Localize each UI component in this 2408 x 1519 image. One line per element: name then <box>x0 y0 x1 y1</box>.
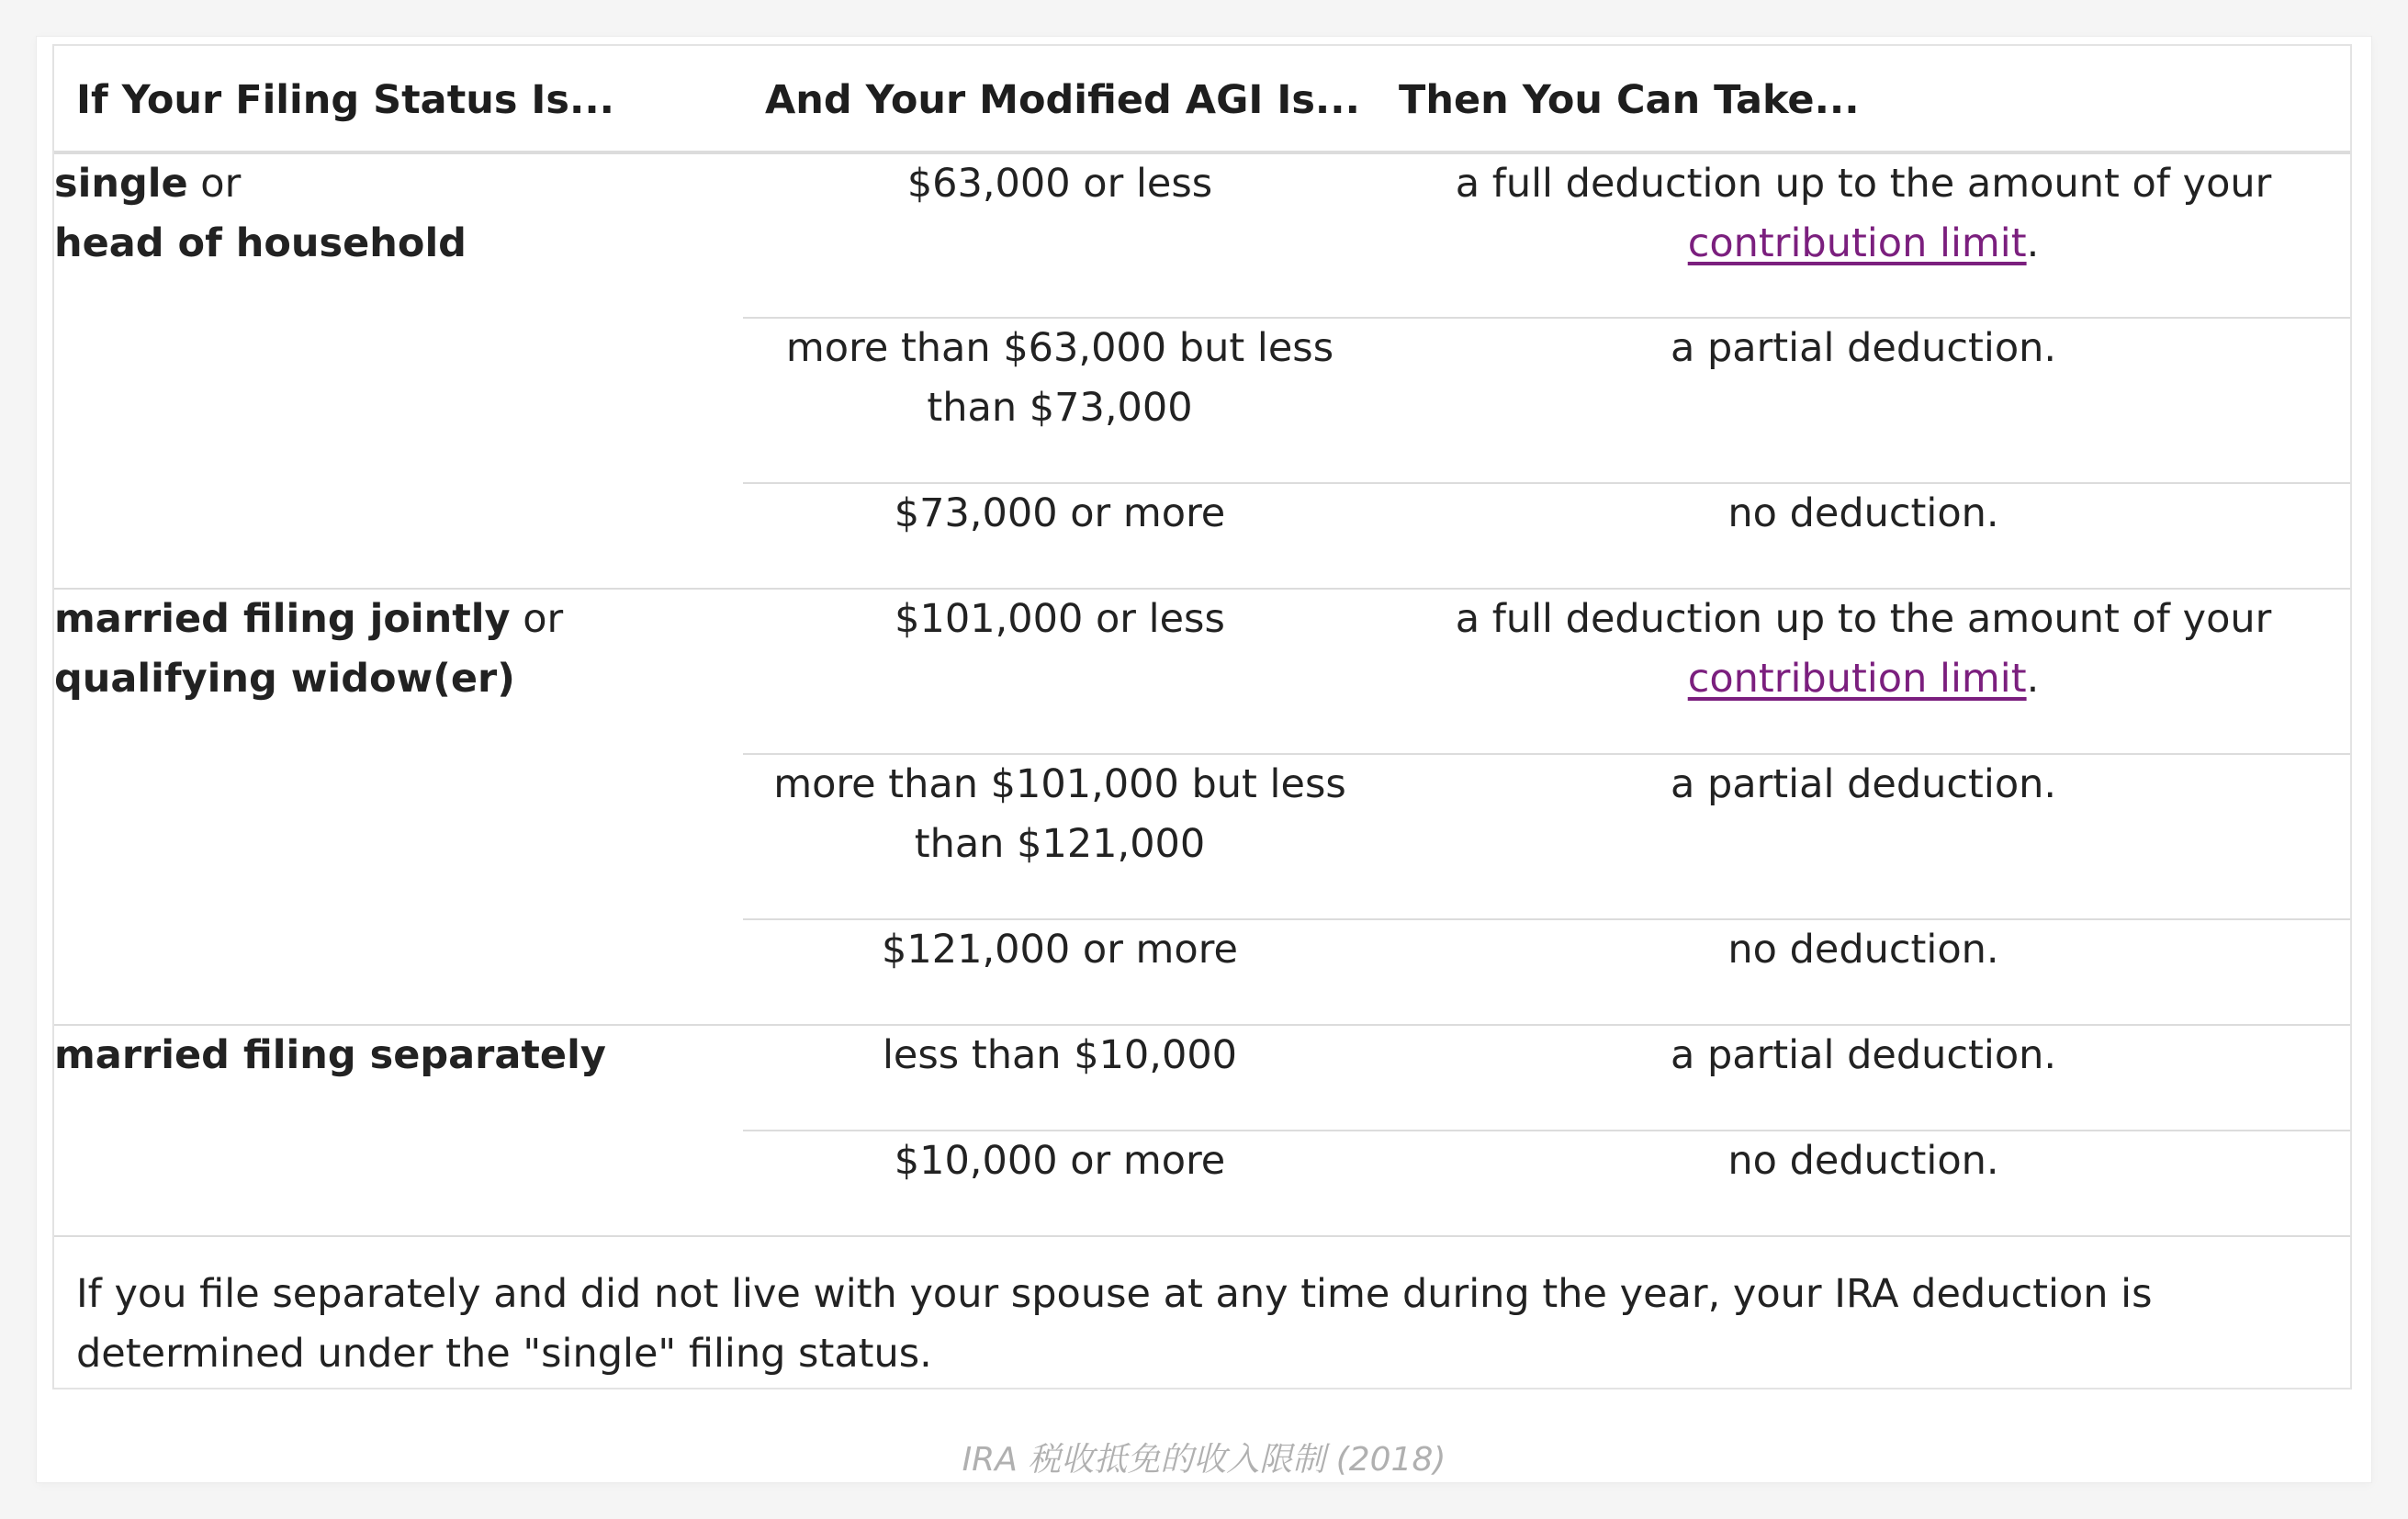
deduction-cell <box>1377 589 2350 754</box>
deduction-cell: a partial deduction. <box>1377 318 2350 483</box>
status-married-filing-jointly: married filing jointly <box>54 596 511 642</box>
ira-deduction-table <box>54 46 2350 1237</box>
agi-cell: $121,000 or more <box>743 919 1377 1025</box>
table-footnote: If you file separately and did not live with your spouse at any time during the year, your IRA deduction is determined under the "single" filing status. <box>76 1271 2153 1377</box>
deduction-suffix: . <box>2026 220 2040 266</box>
deduction-text: a full deduction up to the amount of your <box>1455 596 2272 642</box>
header-filing-status: If Your Filing Status Is... <box>54 46 743 152</box>
status-qualifying-widower: qualifying widow(er) <box>54 656 515 702</box>
agi-cell: $101,000 or less <box>743 589 1377 754</box>
agi-cell: more than $101,000 but less than $121,000 <box>743 754 1377 919</box>
contribution-limit-link[interactable]: contribution limit <box>1687 220 2027 266</box>
deduction-cell: no deduction. <box>1377 483 2350 589</box>
table-row <box>54 152 2350 318</box>
deduction-cell: a partial deduction. <box>1377 754 2350 919</box>
deduction-cell: no deduction. <box>1377 1131 2350 1236</box>
filing-status-cell <box>54 589 743 1025</box>
table-header-row <box>54 46 2350 152</box>
contribution-limit-link[interactable]: contribution limit <box>1687 656 2027 702</box>
deduction-text: a full deduction up to the amount of your <box>1455 161 2272 207</box>
agi-cell: more than $63,000 but less than $73,000 <box>743 318 1377 483</box>
status-head-of-household: head of household <box>54 220 467 266</box>
filing-status-cell <box>54 152 743 589</box>
table-row <box>54 589 2350 754</box>
table-row <box>54 1025 2350 1131</box>
agi-cell: $10,000 or more <box>743 1131 1377 1236</box>
agi-cell: $63,000 or less <box>743 152 1377 318</box>
deduction-cell: no deduction. <box>1377 919 2350 1025</box>
filing-status-cell <box>54 1025 743 1236</box>
agi-cell: less than $10,000 <box>743 1025 1377 1131</box>
deduction-suffix: . <box>2026 656 2040 702</box>
status-connector: or <box>510 596 564 642</box>
status-married-filing-separately: married filing separately <box>54 1032 606 1078</box>
status-single: single <box>54 161 188 207</box>
table-container <box>52 44 2352 1390</box>
header-modified-agi: And Your Modified AGI Is... <box>743 46 1377 152</box>
figure-card <box>37 37 2371 1482</box>
header-then-you-can-take: Then You Can Take... <box>1377 46 2350 152</box>
figure-caption: IRA 税收抵免的收入限制 (2018) <box>962 1441 1446 1479</box>
deduction-cell: a partial deduction. <box>1377 1025 2350 1131</box>
deduction-cell <box>1377 152 2350 318</box>
status-connector: or <box>187 161 242 207</box>
agi-cell: $73,000 or more <box>743 483 1377 589</box>
